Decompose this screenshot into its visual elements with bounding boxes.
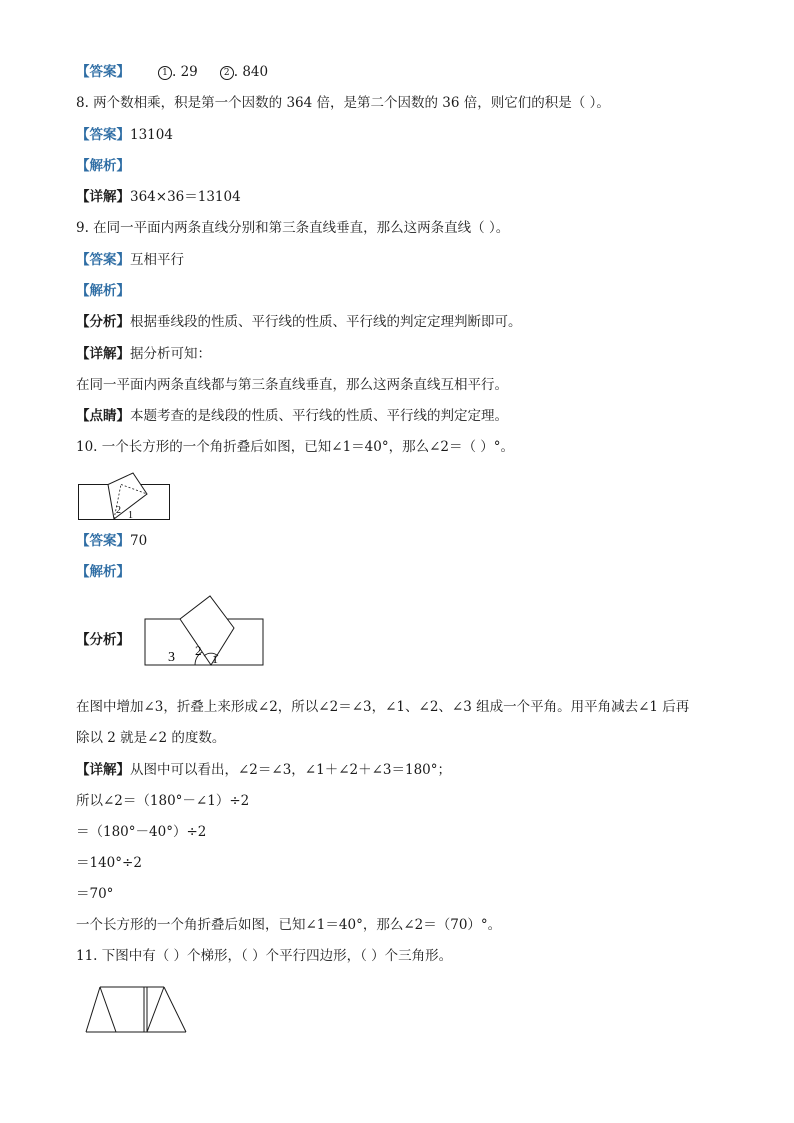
q11-question: 11. 下图中有（ ）个梯形，（ ）个平行四边形，（ ）个三角形。 <box>76 948 453 964</box>
detail-text: 据分析可知： <box>130 346 211 362</box>
q9-question: 9. 在同一平面内两条直线分别和第三条直线垂直，那么这两条直线（ ）。 <box>76 220 510 236</box>
answer-tag: 【答案】 <box>76 533 130 549</box>
detail-text: 从图中可以看出，∠2＝∠3，∠1＋∠2＋∠3＝180°； <box>130 762 452 778</box>
dianjing-tag: 【点睛】 <box>76 408 130 424</box>
q9-detail-line <box>76 344 211 364</box>
q9-dianjing-line <box>76 406 508 426</box>
answer-tag: 【答案】 <box>76 127 130 143</box>
q10-analysis-line-1: 在图中增加∠3，折叠上来形成∠2，所以∠2＝∠3，∠1、∠2、∠3 组成一个平角。用平角减去∠1 后再 <box>76 699 690 715</box>
answer-tag: 【答案】 <box>76 252 130 268</box>
fenxi-tag: 【分析】 <box>76 632 130 648</box>
q9-fenxi-line <box>76 312 522 332</box>
q7-answer-line <box>76 62 268 82</box>
folded-rectangle-figure <box>76 465 176 529</box>
analysis-tag: 【解析】 <box>76 158 130 174</box>
q8-question: 8. 两个数相乘，积是第一个因数的 364 倍，是第二个因数的 36 倍，则它们的积是（ ）。 <box>76 95 610 111</box>
detail-text: 364×36＝13104 <box>130 189 241 205</box>
analysis-tag: 【解析】 <box>76 564 130 580</box>
analysis-tag: 【解析】 <box>76 283 130 299</box>
fig2-angle-label-3: 3 <box>168 650 175 665</box>
fenxi-text: 根据垂线段的性质、平行线的性质、平行线的判定定理判断即可。 <box>130 314 522 330</box>
q10-step-1: 所以∠2＝（180°－∠1）÷2 <box>76 793 250 809</box>
q10-analysis-line-2: 除以 2 就是∠2 的度数。 <box>76 730 226 746</box>
answer-value: 互相平行 <box>130 252 184 268</box>
fenxi-tag: 【分析】 <box>76 314 130 330</box>
folded-rectangle-analysis-figure <box>140 592 270 676</box>
q10-fenxi-tag <box>76 630 130 650</box>
q9-analysis-tag <box>76 281 130 301</box>
detail-tag: 【详解】 <box>76 189 130 205</box>
answer-tag: 【答案】 <box>76 64 130 80</box>
dianjing-text: 本题考查的是线段的性质、平行线的性质、平行线的判定定理。 <box>130 408 508 424</box>
fig1-angle-label-1: 1 <box>128 510 133 521</box>
q8-answer-line <box>76 125 173 145</box>
detail-tag: 【详解】 <box>76 346 130 362</box>
q10-conclusion: 一个长方形的一个角折叠后如图，已知∠1＝40°，那么∠2＝（70）°。 <box>76 917 502 933</box>
answer-value-1: . 29 <box>172 64 198 80</box>
q8-detail-line <box>76 187 241 207</box>
q10-analysis-tag <box>76 562 130 582</box>
q9-detail-line-2: 在同一平面内两条直线都与第三条直线垂直，那么这两条直线互相平行。 <box>76 377 508 393</box>
circled-number-2: 2 <box>220 66 234 80</box>
q10-step-4: ＝70° <box>76 886 114 902</box>
q10-detail-line <box>76 760 451 780</box>
fig1-angle-label-2: 2 <box>116 505 121 516</box>
answer-value: 13104 <box>130 127 173 143</box>
fig2-angle-label-2: 2 <box>195 643 202 658</box>
fig2-angle-label-1: 1 <box>212 652 218 666</box>
q8-analysis-tag <box>76 156 130 176</box>
q10-step-2: ＝（180°－40°）÷2 <box>76 824 207 840</box>
answer-value-2: . 840 <box>233 64 269 80</box>
q10-answer-line <box>76 531 147 551</box>
trapezoid-figure <box>84 984 194 1040</box>
q10-question: 10. 一个长方形的一个角折叠后如图，已知∠1＝40°，那么∠2＝（ ）°。 <box>76 439 515 455</box>
q9-answer-line <box>76 250 184 270</box>
circled-number-1: 1 <box>158 66 172 80</box>
q10-step-3: ＝140°÷2 <box>76 855 142 871</box>
detail-tag: 【详解】 <box>76 762 130 778</box>
answer-value: 70 <box>130 533 148 549</box>
